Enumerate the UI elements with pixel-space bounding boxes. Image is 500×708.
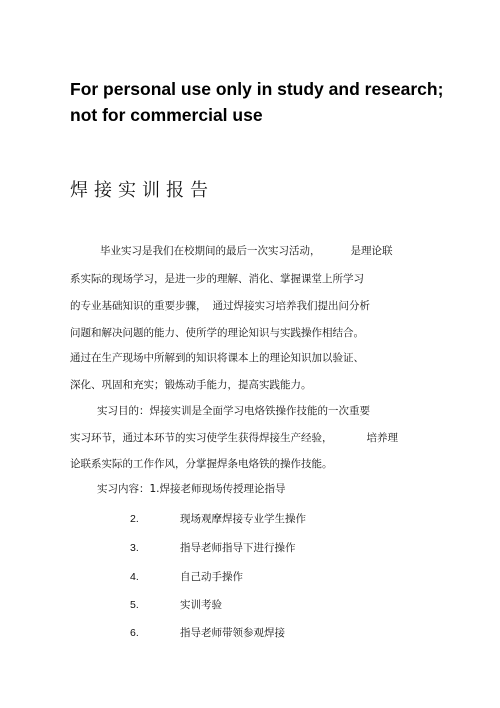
disclaimer-line-2: not for commercial use [70,105,263,125]
paragraph-1-line-4: 问题和解决问题的能力、使所学的理论知识与实践操作相结合。 [70,327,364,339]
list-item-5-text: 实训考验 [180,599,222,611]
disclaimer-heading [70,76,470,128]
list-item-4-number: 4. [130,571,139,583]
paragraph-1-line-3-part-a: 的专业基础知识的重要步骤， [70,300,207,312]
list-item-5-number: 5. [130,599,139,611]
paragraph-2-line-1: 实习目的：焊接实训是全面学习电烙铁操作技能的一次重要 [97,405,370,417]
paragraph-2-line-3: 论联系实际的工作作风，分掌握焊条电烙铁的操作技能。 [70,458,333,470]
paragraph-2-line-2-part-b: 培养理 [366,432,398,444]
paragraph-1-line-1-part-a: 毕业实习是我们在校期间的最后一次实习活动， [100,245,321,257]
paragraph-1-line-2: 系实际的现场学习，是进一步的理解、消化、掌握课堂上所学习 [70,273,364,285]
disclaimer-line-1: For personal use only in study and research; [70,79,444,99]
list-item-3-number: 3. [130,542,139,554]
list-item-4-text: 自己动手操作 [180,571,243,583]
content-intro: 实习内容：1.焊接老师现场传授理论指导 [97,483,286,495]
list-item-3-text: 指导老师指导下进行操作 [180,542,296,554]
list-item-2-number: 2. [130,513,139,525]
report-title: 焊接实训报告 [70,180,214,201]
paragraph-2-line-2-part-a: 实习环节，通过本环节的实习使学生获得焊接生产经验， [70,432,333,444]
paragraph-1-line-5: 通过在生产现场中所解到的知识将课本上的理论知识加以验证、 [70,352,364,364]
list-item-6-text: 指导老师带领参观焊接 [180,627,285,639]
paragraph-1-line-3 [70,299,370,313]
paragraph-2-line-2 [70,431,398,445]
paragraph-1-line-1-part-b: 是理论联 [350,245,393,257]
paragraph-1-line-1 [100,244,393,258]
list-item-6-number: 6. [130,627,139,639]
paragraph-1-line-6: 深化、巩固和充实；锻炼动手能力，提高实践能力。 [70,379,312,391]
list-item-2-text: 现场观摩焊接专业学生操作 [180,513,306,525]
paragraph-1-line-3-part-b: 通过焊接实习培养我们提出问分析 [212,300,370,312]
